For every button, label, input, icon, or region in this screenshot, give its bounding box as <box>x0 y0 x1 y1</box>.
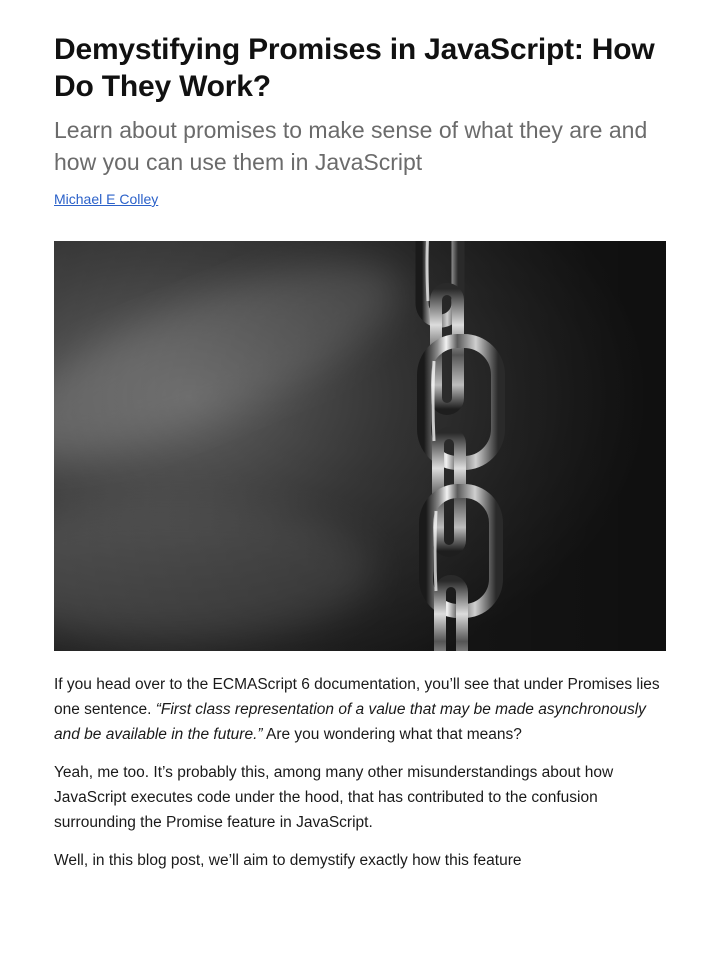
paragraph-1 <box>54 672 674 747</box>
article-header <box>54 0 674 209</box>
hero-image <box>54 241 666 651</box>
paragraph-1-outro: Are you wondering what that means? <box>262 726 522 743</box>
article-body <box>54 672 674 886</box>
paragraph-2: Yeah, me too. It’s probably this, among many other misunderstandings about how JavaScript executes code under the hood, that has contributed to the confusion surrounding the Promise feature in JavaScript. <box>54 764 614 831</box>
paragraph-1-intro: If you head over to the ECMAScript 6 documentation, you’ll see that under Promises lies one sentence. <box>54 676 660 718</box>
article-subtitle: Learn about promises to make sense of what they are and how you can use them in JavaScript <box>54 117 648 175</box>
spec-quote: “First class representation of a value that may be made asynchronously and be available in the future.” <box>54 701 646 743</box>
chain-photo <box>54 241 666 651</box>
paragraph-3: Well, in this blog post, we’ll aim to demystify exactly how this feature <box>54 852 522 869</box>
author-link[interactable]: Michael E Colley <box>54 191 159 207</box>
article-title: Demystifying Promises in JavaScript: How Do They Work? <box>54 33 655 103</box>
